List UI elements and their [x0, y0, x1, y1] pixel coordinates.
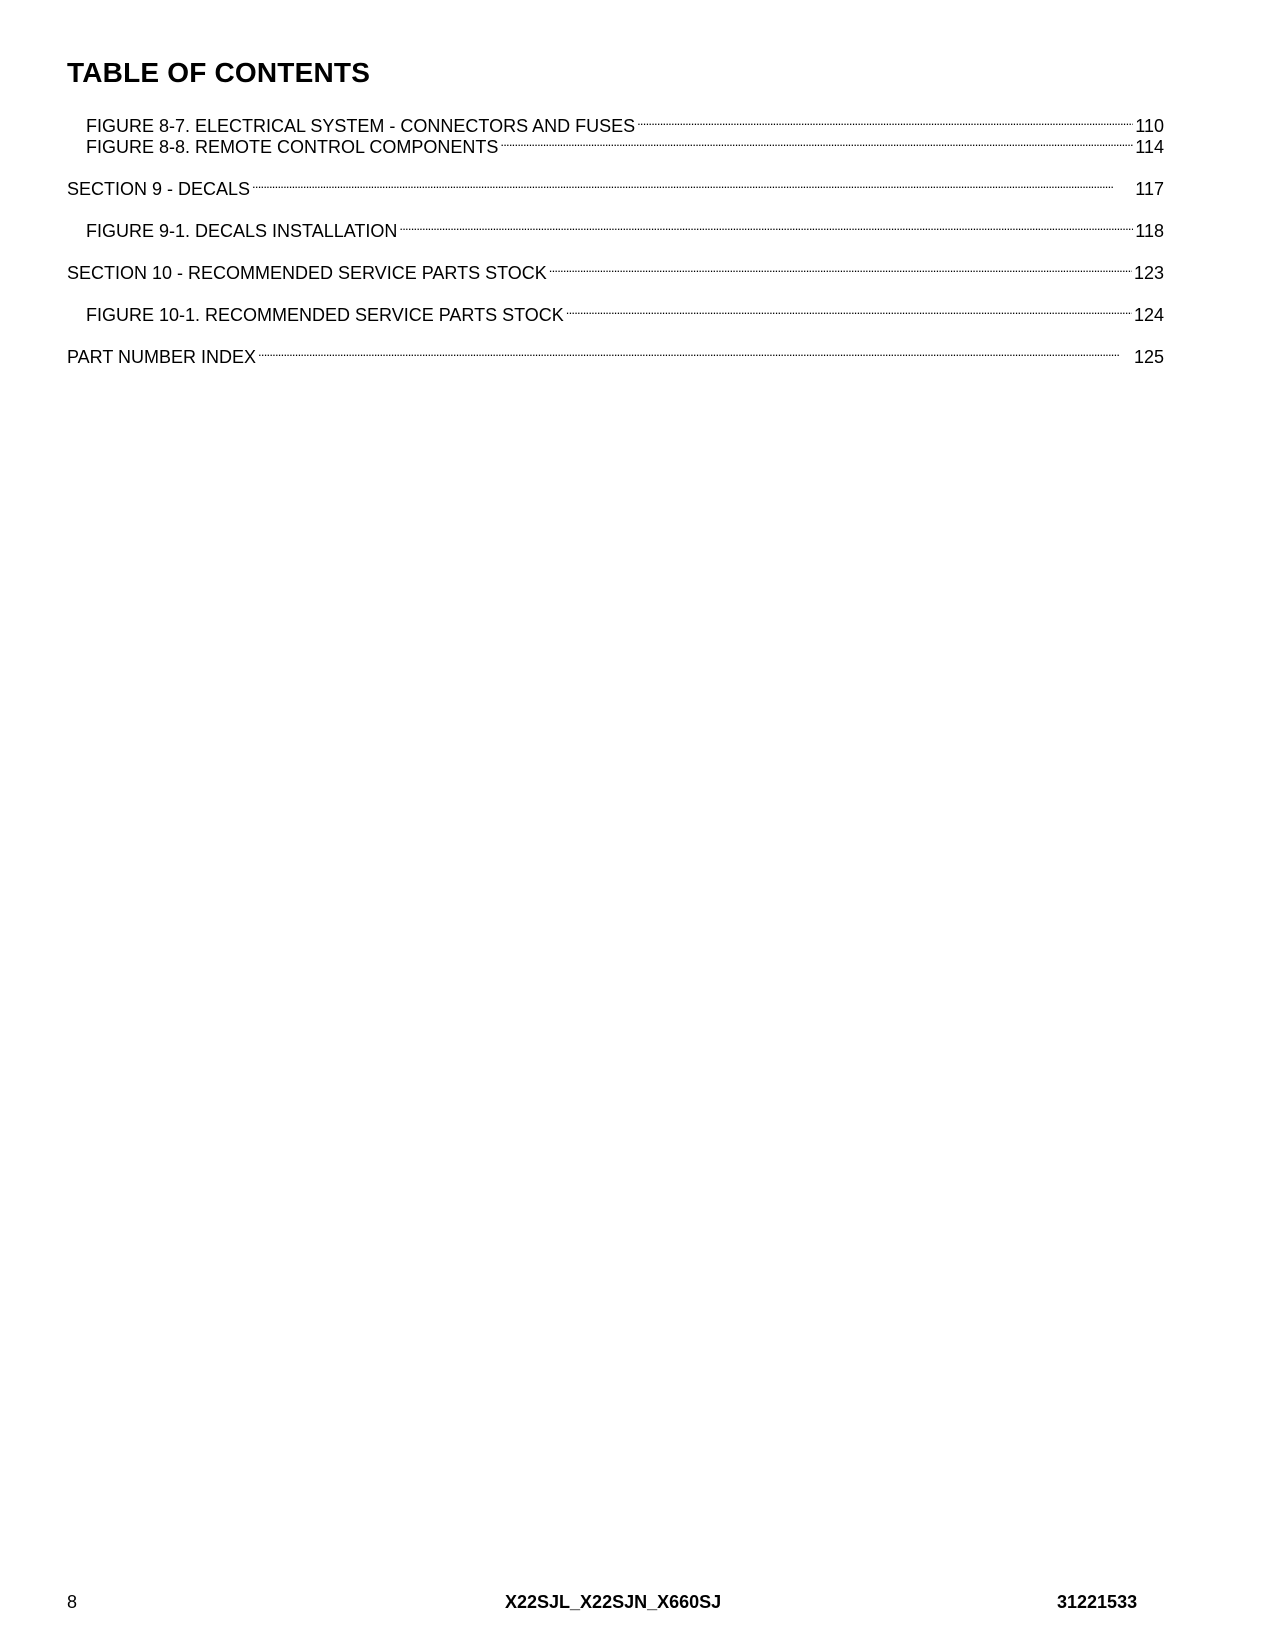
dot-leader	[399, 215, 1133, 237]
dot-leader	[549, 257, 1132, 279]
toc-entry-section-10[interactable]	[67, 257, 1164, 284]
toc-entry-label: SECTION 10 - RECOMMENDED SERVICE PARTS STOCK	[67, 263, 547, 283]
toc-entry-section-9[interactable]	[67, 173, 1164, 200]
toc-entry-label: SECTION 9 - DECALS	[67, 179, 251, 199]
dot-leader	[566, 299, 1132, 321]
dot-leader	[500, 131, 1133, 153]
toc-entry-label: FIGURE 10-1. RECOMMENDED SERVICE PARTS STOCK	[86, 305, 564, 325]
dot-leader	[637, 110, 1133, 132]
footer-model: X22SJL_X22SJN_X660SJ	[505, 1592, 722, 1612]
dot-leader	[252, 173, 1133, 195]
toc-entry-label: FIGURE 9-1. DECALS INSTALLATION	[86, 221, 398, 241]
toc-entry-label: PART NUMBER INDEX	[67, 347, 257, 367]
toc-entry-page: 125	[1133, 347, 1164, 367]
footer-doc-number: 31221533	[1057, 1592, 1138, 1612]
toc-entry-page: 118	[1135, 221, 1164, 241]
toc-entry-page: 114	[1135, 137, 1164, 157]
toc-entry-part-number-index[interactable]	[67, 341, 1164, 368]
toc-entry-label: FIGURE 8-7. ELECTRICAL SYSTEM - CONNECTORS AND FUSES	[86, 116, 636, 136]
footer-page-number: 8	[67, 1592, 78, 1612]
toc-entry-page: 124	[1133, 305, 1164, 325]
page-title: TABLE OF CONTENTS	[67, 57, 371, 88]
dot-leader	[258, 341, 1132, 363]
toc-entry-page: 110	[1135, 116, 1164, 136]
toc-entry-figure-8-8[interactable]	[67, 131, 1164, 158]
toc-entry-figure-10-1[interactable]	[67, 299, 1164, 326]
toc-entry-label: FIGURE 8-8. REMOTE CONTROL COMPONENTS	[86, 137, 499, 157]
toc-entry-figure-9-1[interactable]	[67, 215, 1164, 242]
toc-entry-page: 123	[1133, 263, 1164, 283]
toc-entry-page: 117	[1135, 179, 1164, 199]
